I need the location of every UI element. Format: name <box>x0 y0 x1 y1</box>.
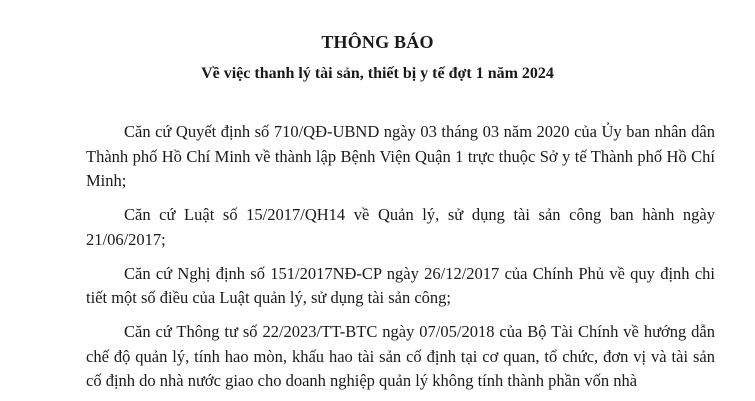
document-body <box>86 120 715 401</box>
document-subtitle: Về việc thanh lý tài sản, thiết bị y tế đợt 1 năm 2024 <box>201 65 554 82</box>
paragraph-legal-basis-1: Căn cứ Quyết định số 710/QĐ-UBND ngày 03 tháng 03 năm 2020 của Ủy ban nhân dân Thành phố Hồ Chí Minh về thành lập Bệnh Viện Quận 1 trực thuộc Sở y tế Thành phố Hồ Chí Minh; <box>86 122 715 190</box>
paragraph-legal-basis-3: Căn cứ Nghị định số 151/2017NĐ-CP ngày 26/12/2017 của Chính Phủ về quy định chi tiết một số điều của Luật quản lý, sử dụng tài sản công; <box>86 263 715 307</box>
paragraph-legal-basis-4: Căn cứ Thông tư số 22/2023/TT-BTC ngày 07/05/2018 của Bộ Tài Chính về hướng dẫn chế độ quản lý, tính hao mòn, khấu hao tài sản cố định tại cơ quan, tổ chức, đơn vị và tài sản cố định do nhà nước giao cho doanh nghiệp quản lý không tính thành phần vốn nhà <box>86 322 715 390</box>
paragraph-legal-basis-2: Căn cứ Luật số 15/2017/QH14 về Quản lý, sử dụng tài sản công ban hành ngày 21/06/2017; <box>86 205 715 249</box>
document-title: THÔNG BÁO <box>321 32 434 52</box>
